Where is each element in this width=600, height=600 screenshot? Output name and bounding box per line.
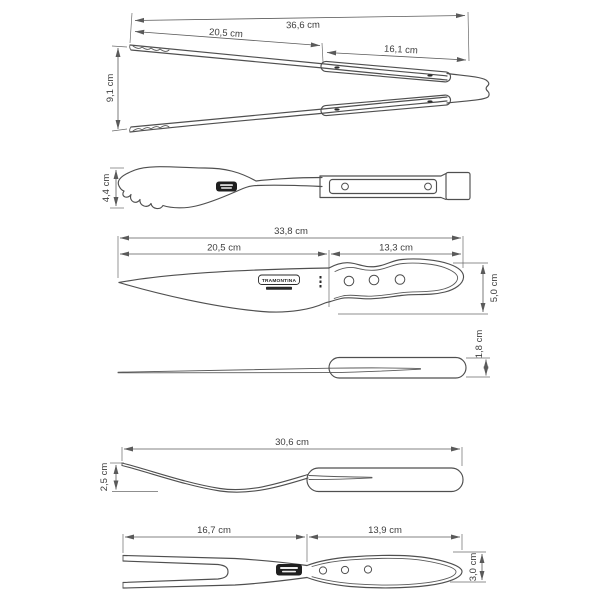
fork-handle-inner bbox=[312, 558, 456, 585]
rivet bbox=[319, 567, 326, 574]
tang-line bbox=[309, 476, 372, 478]
knife-height-label: 5,0 cm bbox=[489, 273, 500, 303]
rivet bbox=[344, 276, 354, 286]
knife-top-view bbox=[118, 226, 500, 314]
tongs-upper-grip bbox=[321, 61, 451, 82]
badge-text-line bbox=[282, 571, 296, 573]
fork-handle-length-label: 13,9 cm bbox=[368, 525, 402, 536]
tine-slot bbox=[123, 561, 228, 583]
tongs-lower-tip bbox=[130, 127, 131, 132]
knife-blade-length-label: 20,5 cm bbox=[207, 242, 241, 254]
fork-tip-height-label: 2,5 cm bbox=[99, 462, 110, 492]
fork-total-length-label: 30,6 cm bbox=[275, 437, 309, 448]
handle-outer-top bbox=[320, 174, 446, 177]
tramontina-badge bbox=[276, 564, 302, 576]
fork-top-view bbox=[123, 525, 486, 588]
tongs-lower-grip bbox=[321, 95, 451, 116]
badge-text-line bbox=[221, 187, 232, 188]
extension-line bbox=[112, 46, 127, 47]
knife-dimensions bbox=[118, 226, 500, 314]
tongs-lower-arm-bottom-edge bbox=[130, 101, 447, 132]
fork-front-length-label: 16,7 cm bbox=[197, 525, 231, 536]
rivet-mark bbox=[334, 66, 339, 68]
fork-side-drawing bbox=[122, 463, 463, 492]
tongs-hinge-end bbox=[447, 74, 489, 104]
badge-text-line bbox=[220, 184, 233, 186]
handle-end-cap bbox=[446, 173, 470, 200]
knife-handle-length-label: 13,3 cm bbox=[379, 242, 413, 254]
handle-inner-frame bbox=[330, 180, 437, 194]
tang-line bbox=[309, 478, 372, 480]
knife-edge-view bbox=[118, 330, 490, 378]
tongs-head-height-label: 4,4 cm bbox=[101, 173, 112, 203]
rivet bbox=[341, 566, 348, 573]
knife-edge-drawing bbox=[118, 358, 466, 379]
tongs-front-length-label: 20,5 cm bbox=[208, 26, 244, 41]
tongs-side-view bbox=[105, 12, 489, 132]
rivet-mark bbox=[427, 74, 432, 76]
rivet bbox=[342, 183, 349, 190]
extension-line bbox=[112, 129, 127, 131]
fork-top-drawing bbox=[123, 555, 462, 588]
handle-outer-bottom bbox=[320, 198, 446, 200]
extension-line bbox=[468, 12, 469, 61]
fork-side-dimensions bbox=[99, 437, 462, 492]
rivet bbox=[364, 566, 371, 573]
tongs-height-label: 9,1 cm bbox=[105, 73, 116, 103]
tramontina-logo: TRAMONTINA bbox=[261, 279, 297, 284]
tongs-upper-tip bbox=[130, 45, 131, 50]
tongs-total-length-label: 36,6 cm bbox=[286, 19, 321, 32]
knife-edge-dimensions bbox=[466, 330, 490, 377]
tang-line bbox=[330, 369, 421, 372]
fork-side-view bbox=[99, 437, 463, 492]
extension-line bbox=[130, 13, 132, 43]
rivet-mark bbox=[334, 108, 339, 110]
knife-blade-edge bbox=[119, 283, 331, 313]
tongs-lower-arm-top-edge bbox=[131, 97, 447, 127]
knife-thickness-label: 1,8 cm bbox=[474, 329, 485, 359]
badge-text-line bbox=[280, 567, 298, 569]
rivet bbox=[425, 183, 432, 190]
fork-handle-outer bbox=[307, 555, 462, 588]
tramontina-badge bbox=[216, 182, 237, 192]
blade-edge-top-line bbox=[118, 368, 330, 372]
rivet-mark bbox=[427, 100, 432, 102]
rivet bbox=[369, 275, 379, 285]
rivet bbox=[395, 275, 405, 285]
extension-line bbox=[322, 43, 323, 62]
tongs-handle-length-label: 16,1 cm bbox=[383, 43, 419, 57]
tang-line bbox=[330, 368, 421, 369]
logo-subtext-mark bbox=[266, 287, 292, 290]
tongs-top-view bbox=[101, 167, 470, 209]
fork-top-dimensions bbox=[123, 525, 486, 582]
knife-total-length-label: 33,8 cm bbox=[274, 226, 308, 237]
tongs-top-drawing bbox=[118, 167, 470, 209]
knife-drawing bbox=[119, 259, 464, 312]
fork-height-label: 3,0 cm bbox=[468, 552, 479, 582]
tongs-side-dimensions bbox=[105, 12, 469, 131]
